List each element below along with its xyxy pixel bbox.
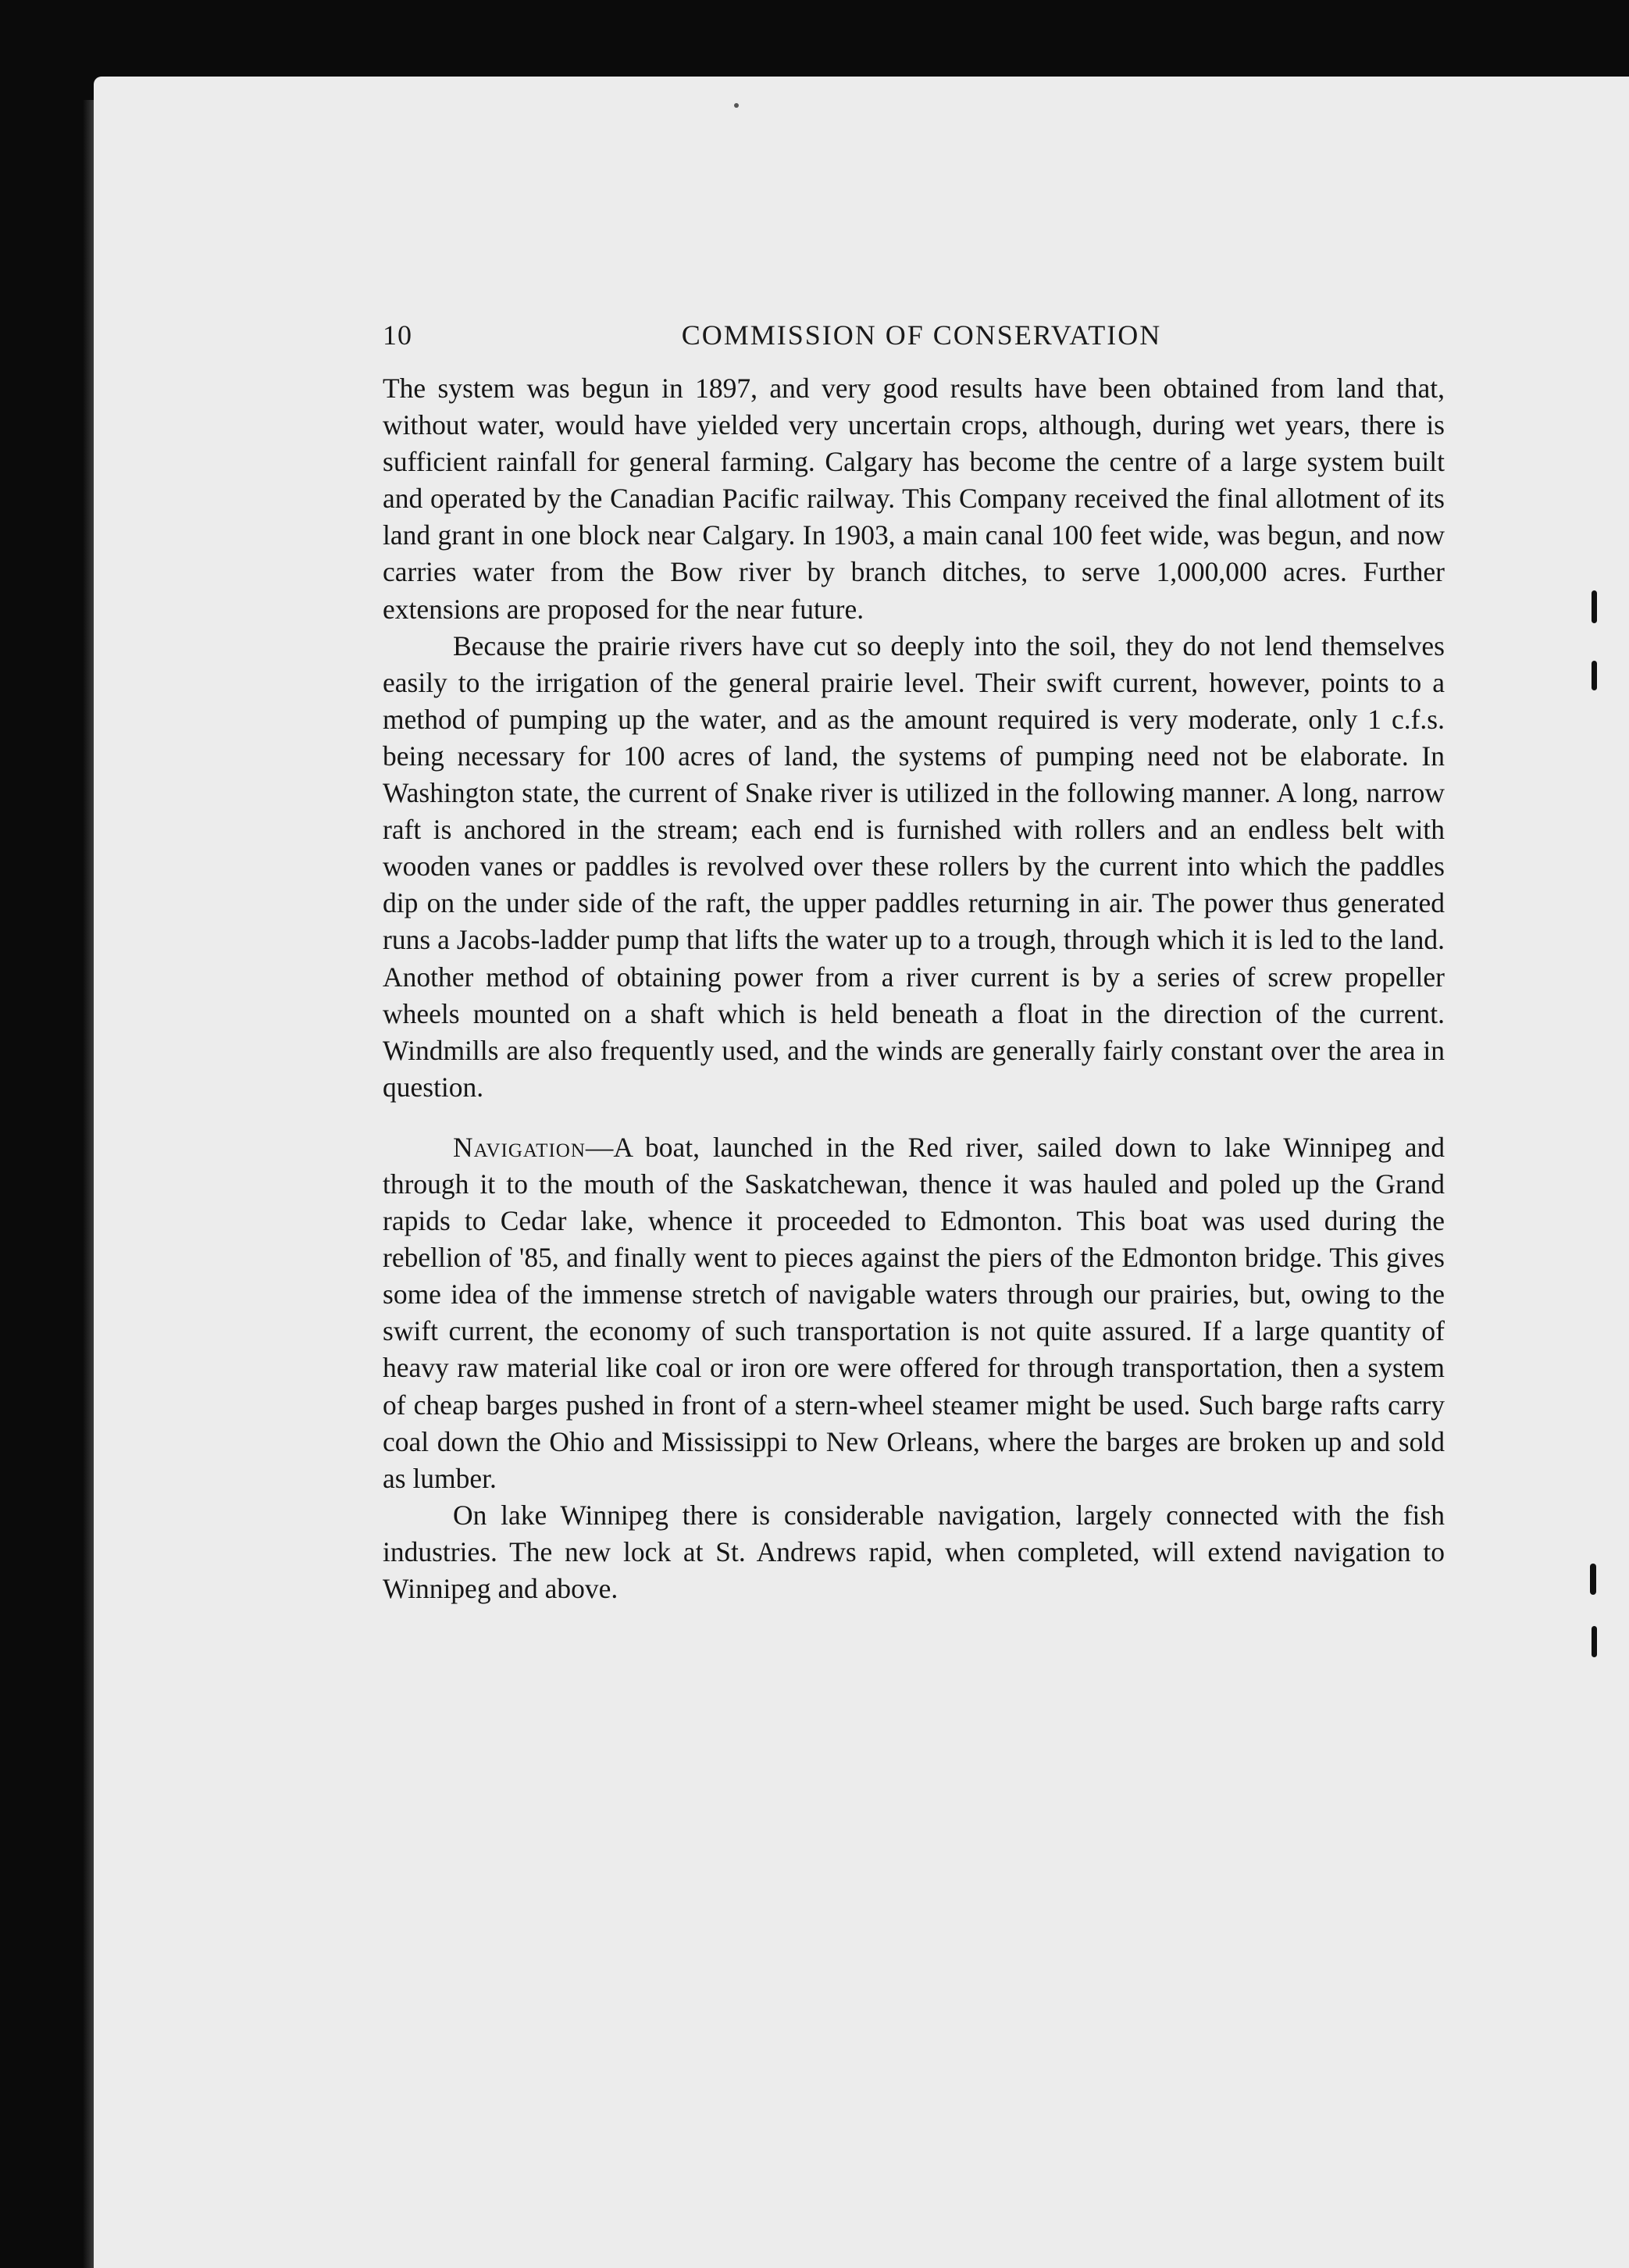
- paragraph: Because the prairie rivers have cut so deeply into the soil, they do not lend themselves easily to the irrigation of the general prairie level. Their swift current, however, points to a method of pumping up the water, and as the amount required is very moderate, only 1 c.f.s. being necessary for 100 acres of land, the systems of pumping need not be elaborate. In Washington state, the current of Snake river is utilized in the following manner. A long, narrow raft is anchored in the stream; each end is furnished with rollers and an endless belt with wooden vanes or paddles is revolved over these rollers by the current into which the paddles dip on the under side of the raft, the upper paddles returning in air. The power thus generated runs a Jacobs-ladder pump that lifts the water up to a trough, through which it is led to the land. Another method of obtaining power from a river current is by a series of screw propeller wheels mounted on a shaft which is held beneath a float in the direction of the current. Windmills are also frequently used, and the winds are generally fairly constant over the area in question.: [383, 629, 1445, 1103]
- paragraph: The system was begun in 1897, and very good results have been obtained from land that, without water, would have yielded very uncertain crops, although, during wet years, there is sufficient rainfall for general farming. Calgary has become the centre of a large system built and operated by the Canadian Pacific railway. This Company received the final allotment of its land grant in one block near Calgary. In 1903, a main canal 100 feet wide, was begun, and now carries water from the Bow river by branch ditches, to serve 1,000,000 acres. Further extensions are proposed for the near future.: [383, 373, 1445, 625]
- document-page: [94, 77, 1629, 2268]
- margin-mark: [1590, 1564, 1596, 1595]
- speck: [734, 103, 739, 108]
- margin-mark: [1592, 590, 1597, 623]
- paragraph: On lake Winnipeg there is considerable navigation, largely connected with the fish industries. The new lock at St. Andrews rapid, when completed, will extend navigation to Winnipeg and above.: [383, 1499, 1445, 1604]
- margin-mark: [1592, 661, 1597, 690]
- paragraph-text: —A boat, launched in the Red river, sailed down to lake Winnipeg and through it to the mouth of the Saskatchewan, thence it was hauled and poled up the Grand rapids to Cedar lake, whence it proceeded to Edmonton. This boat was used during the rebellion of '85, and finally went to pieces against the piers of the Edmonton bridge. This gives some idea of the immense stretch of navigable waters through our prairies, but, owing to the swift current, the economy of such transportation is not quite assured. If a large quantity of heavy raw material like coal or iron ore were offered for through transportation, then a system of cheap barges pushed in front of a stern-wheel steamer might be used. Such barge rafts carry coal down the Ohio and Mississippi to New Orleans, where the barges are broken up and sold as lumber.: [383, 1131, 1445, 1494]
- page-number: 10: [383, 319, 412, 351]
- body-text: [383, 370, 1445, 1607]
- section-heading: Navigation: [453, 1131, 586, 1163]
- running-head: COMMISSION OF CONSERVATION: [681, 319, 1162, 351]
- paragraph: [383, 1129, 1445, 1497]
- margin-mark: [1592, 1626, 1597, 1657]
- page-header: [383, 319, 1460, 358]
